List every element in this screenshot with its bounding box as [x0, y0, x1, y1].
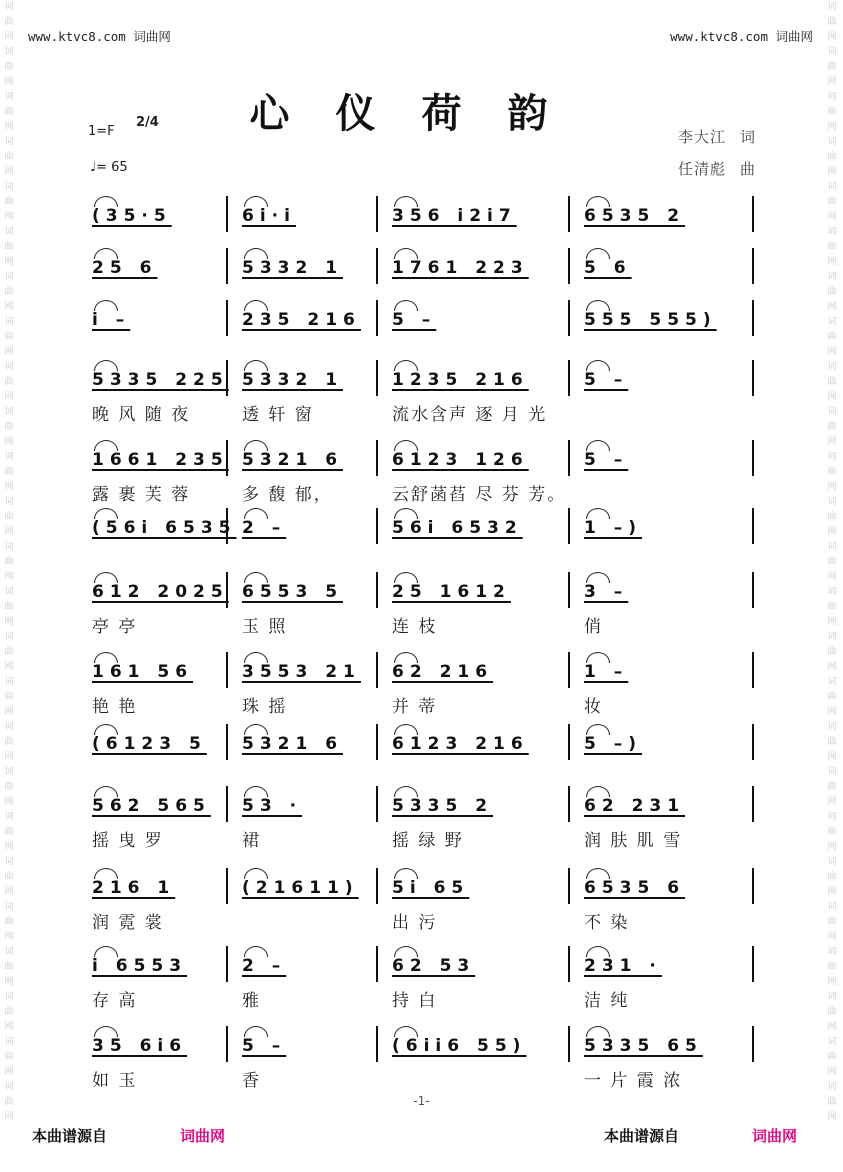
score-line: [86, 946, 757, 1011]
barline: [226, 196, 228, 232]
measure-notes: 5 –: [242, 1036, 287, 1056]
slur-mark: [394, 946, 418, 957]
lyric-text: 润 肤 肌 雪: [584, 831, 683, 851]
slur-mark: [244, 440, 268, 451]
barline: [376, 440, 378, 476]
measure-notes: 25 1612: [392, 582, 511, 602]
barline: [568, 652, 570, 688]
slur-mark: [586, 572, 610, 583]
score-line: [86, 300, 757, 360]
measure-notes: 5 –: [584, 450, 629, 470]
measure-notes: 35 6i6: [92, 1036, 188, 1056]
barline: [752, 868, 754, 904]
barline: [226, 1026, 228, 1062]
score-line: [86, 652, 757, 717]
measure-notes: 56i 6532: [392, 518, 523, 538]
lyric-text: 雅: [242, 991, 261, 1011]
measure-notes: 356 i2i7: [392, 206, 517, 226]
slur-mark: [586, 652, 610, 663]
slur-mark: [244, 360, 268, 371]
slur-mark: [244, 196, 268, 207]
barline: [376, 652, 378, 688]
slur-mark: [94, 300, 118, 311]
slur-mark: [94, 1026, 118, 1037]
score-line: [86, 786, 757, 851]
score-line: [86, 572, 757, 637]
lyric-text: 如 玉: [92, 1071, 138, 1091]
barline: [568, 572, 570, 608]
footer-brand-left[interactable]: 词曲网: [180, 1127, 226, 1145]
slur-mark: [394, 508, 418, 519]
time-signature: [136, 116, 159, 130]
measure-notes: 1661 235: [92, 450, 229, 470]
slur-mark: [244, 946, 268, 957]
measure-notes: 25 6: [92, 258, 158, 278]
lyric-text: 流水含声 逐 月 光: [392, 405, 548, 425]
page-number: -1-: [413, 1094, 430, 1108]
measure-notes: 5 –: [392, 310, 437, 330]
lyricist-role: 词: [739, 128, 756, 146]
lyric-text: 多 馥 郁，: [242, 485, 333, 505]
barline: [376, 572, 378, 608]
measure-notes: 5332 1: [242, 258, 344, 278]
measure-notes: 5332 1: [242, 370, 344, 390]
slur-mark: [586, 1026, 610, 1037]
slur-mark: [394, 360, 418, 371]
lyric-text: 持 白: [392, 991, 438, 1011]
measure-notes: 5335 65: [584, 1036, 703, 1056]
score-line: [86, 440, 757, 505]
measure-notes: 231 ·: [584, 956, 662, 976]
measure-notes: 2 –: [242, 518, 287, 538]
measure-notes: 5335 2: [392, 796, 494, 816]
measure-notes: 53 ·: [242, 796, 303, 816]
lyric-text: 连 枝: [392, 617, 438, 637]
barline: [376, 786, 378, 822]
barline: [752, 786, 754, 822]
slur-mark: [394, 652, 418, 663]
slur-mark: [586, 946, 610, 957]
composer-name: 任清彪: [677, 160, 726, 178]
slur-mark: [94, 868, 118, 879]
measure-notes: (35·5: [92, 206, 172, 226]
slur-mark: [394, 248, 418, 259]
slur-mark: [244, 652, 268, 663]
measure-notes: 62 53: [392, 956, 476, 976]
slur-mark: [94, 360, 118, 371]
lyric-text: 摇 曳 罗: [92, 831, 164, 851]
barline: [568, 946, 570, 982]
slur-mark: [586, 440, 610, 451]
measure-notes: 235 216: [242, 310, 361, 330]
lyric-text: 透 轩 窗: [242, 405, 314, 425]
measure-notes: (6123 5: [92, 734, 207, 754]
slur-mark: [244, 300, 268, 311]
lyric-text: 存 高: [92, 991, 138, 1011]
barline: [752, 300, 754, 336]
measure-notes: 562 565: [92, 796, 211, 816]
lyric-text: 珠 摇: [242, 697, 288, 717]
score-line: [86, 868, 757, 933]
score-line: [86, 196, 757, 256]
lyricist-credit: [678, 126, 756, 147]
measure-notes: 5 6: [584, 258, 632, 278]
slur-mark: [244, 572, 268, 583]
lyric-text: 出 污: [392, 913, 438, 933]
measure-notes: 3553 21: [242, 662, 361, 682]
measure-notes: 5321 6: [242, 450, 344, 470]
measure-notes: 216 1: [92, 878, 176, 898]
score-line: [86, 724, 757, 784]
slur-mark: [586, 724, 610, 735]
measure-notes: (56i 6535: [92, 518, 237, 538]
barline: [568, 196, 570, 232]
measure-notes: 1 –): [584, 518, 643, 538]
measure-notes: 5 –: [584, 370, 629, 390]
slur-mark: [94, 724, 118, 735]
measure-notes: 1 –: [584, 662, 629, 682]
barline: [752, 1026, 754, 1062]
barline: [752, 572, 754, 608]
lyricist-name: 李大江: [677, 128, 726, 146]
slur-mark: [244, 786, 268, 797]
key-signature: 1=F: [88, 124, 115, 139]
barline: [568, 724, 570, 760]
barline: [568, 248, 570, 284]
measure-notes: 5i 65: [392, 878, 470, 898]
barline: [568, 1026, 570, 1062]
slur-mark: [244, 508, 268, 519]
slur-mark: [394, 572, 418, 583]
barline: [226, 868, 228, 904]
barline: [226, 724, 228, 760]
left-watermark-strip: 词曲网词曲网词曲网词曲网词曲网词曲网词曲网词曲网词曲网词曲网词曲网词曲网词曲网词曲网词曲网词曲网词曲网词曲网词曲网词曲网词曲网词曲网词曲网词曲网词曲网: [4, 2, 14, 1122]
slur-mark: [94, 440, 118, 451]
barline: [376, 724, 378, 760]
slur-mark: [244, 868, 268, 879]
slur-mark: [94, 946, 118, 957]
lyric-text: 不 染: [584, 913, 630, 933]
measure-notes: 1235 216: [392, 370, 529, 390]
lyric-text: 并 蒂: [392, 697, 438, 717]
barline: [568, 300, 570, 336]
measure-notes: i 6553: [92, 956, 188, 976]
barline: [752, 508, 754, 544]
slur-mark: [586, 786, 610, 797]
slur-mark: [394, 868, 418, 879]
measure-notes: 612 2025: [92, 582, 229, 602]
score-line: [86, 360, 757, 425]
slur-mark: [94, 196, 118, 207]
barline: [752, 360, 754, 396]
lyric-text: 妆: [584, 697, 603, 717]
barline: [752, 440, 754, 476]
slur-mark: [244, 248, 268, 259]
lyric-text: 润 霓 裳: [92, 913, 164, 933]
measure-notes: 62 216: [392, 662, 494, 682]
lyric-text: 香: [242, 1071, 261, 1091]
slur-mark: [94, 508, 118, 519]
footer-brand-right[interactable]: 词曲网: [752, 1127, 798, 1145]
barline: [568, 440, 570, 476]
lyric-text: 俏: [584, 617, 603, 637]
barline: [376, 300, 378, 336]
lyric-text: 露 裹 芙 蓉: [92, 485, 191, 505]
measure-notes: (21611): [242, 878, 359, 898]
measure-notes: 5335 225: [92, 370, 229, 390]
tempo-marking: ♩= 65: [90, 160, 128, 175]
barline: [376, 946, 378, 982]
measure-notes: 6123 216: [392, 734, 529, 754]
measure-notes: 5 –): [584, 734, 643, 754]
measure-notes: 6535 6: [584, 878, 686, 898]
barline: [752, 652, 754, 688]
barline: [376, 1026, 378, 1062]
barline: [568, 360, 570, 396]
barline: [226, 946, 228, 982]
slur-mark: [394, 724, 418, 735]
song-title: 心仪荷韵: [249, 90, 594, 137]
measure-notes: 3 –: [584, 582, 629, 602]
barline: [752, 196, 754, 232]
barline: [226, 786, 228, 822]
slur-mark: [394, 1026, 418, 1037]
score-line: [86, 1026, 757, 1091]
measure-notes: (6ii6 55): [392, 1036, 527, 1056]
slur-mark: [94, 248, 118, 259]
measure-notes: 6535 2: [584, 206, 686, 226]
slur-mark: [586, 248, 610, 259]
barline: [226, 652, 228, 688]
slur-mark: [586, 868, 610, 879]
measure-notes: 6553 5: [242, 582, 344, 602]
measure-notes: 5321 6: [242, 734, 344, 754]
barline: [752, 724, 754, 760]
barline: [226, 248, 228, 284]
barline: [376, 248, 378, 284]
footer-source-left: 本曲谱源自: [32, 1127, 108, 1145]
measure-notes: 555 555): [584, 310, 717, 330]
measure-notes: 6i·i: [242, 206, 296, 226]
lyric-text: 洁 纯: [584, 991, 630, 1011]
time-signature-text: 2/4: [136, 115, 159, 130]
slur-mark: [586, 360, 610, 371]
slur-mark: [94, 786, 118, 797]
slur-mark: [394, 300, 418, 311]
score-line: [86, 508, 757, 568]
barline: [376, 508, 378, 544]
slur-mark: [394, 196, 418, 207]
slur-mark: [394, 440, 418, 451]
lyric-text: 裙: [242, 831, 261, 851]
measure-notes: 1761 223: [392, 258, 529, 278]
barline: [376, 360, 378, 396]
composer-role: 曲: [739, 160, 756, 178]
slur-mark: [94, 652, 118, 663]
lyric-text: 亭 亭: [92, 617, 138, 637]
measure-notes: 2 –: [242, 956, 287, 976]
header-url-left[interactable]: www.ktvc8.com 词曲网: [28, 29, 171, 44]
barline: [752, 248, 754, 284]
barline: [752, 946, 754, 982]
slur-mark: [244, 724, 268, 735]
barline: [568, 868, 570, 904]
slur-mark: [394, 786, 418, 797]
lyric-text: 云舒菡萏 尽 芬 芳。: [392, 485, 567, 505]
slur-mark: [586, 508, 610, 519]
slur-mark: [586, 196, 610, 207]
measure-notes: 6123 126: [392, 450, 529, 470]
barline: [376, 196, 378, 232]
slur-mark: [586, 300, 610, 311]
composer-credit: [678, 158, 756, 179]
measure-notes: i –: [92, 310, 131, 330]
barline: [376, 868, 378, 904]
lyric-text: 摇 绿 野: [392, 831, 464, 851]
right-watermark-strip: 词曲网词曲网词曲网词曲网词曲网词曲网词曲网词曲网词曲网词曲网词曲网词曲网词曲网词曲网词曲网词曲网词曲网词曲网词曲网词曲网词曲网词曲网词曲网词曲网词曲网: [827, 2, 837, 1122]
score-line: [86, 248, 757, 308]
slur-mark: [94, 572, 118, 583]
measure-notes: 62 231: [584, 796, 686, 816]
barline: [568, 786, 570, 822]
lyric-text: 晚 风 随 夜: [92, 405, 191, 425]
barline: [568, 508, 570, 544]
footer-source-right: 本曲谱源自: [604, 1127, 680, 1145]
lyric-text: 一 片 霞 浓: [584, 1071, 683, 1091]
measure-notes: 161 56: [92, 662, 194, 682]
slur-mark: [244, 1026, 268, 1037]
header-url-right[interactable]: www.ktvc8.com 词曲网: [670, 29, 813, 44]
barline: [226, 300, 228, 336]
lyric-text: 艳 艳: [92, 697, 138, 717]
lyric-text: 玉 照: [242, 617, 288, 637]
